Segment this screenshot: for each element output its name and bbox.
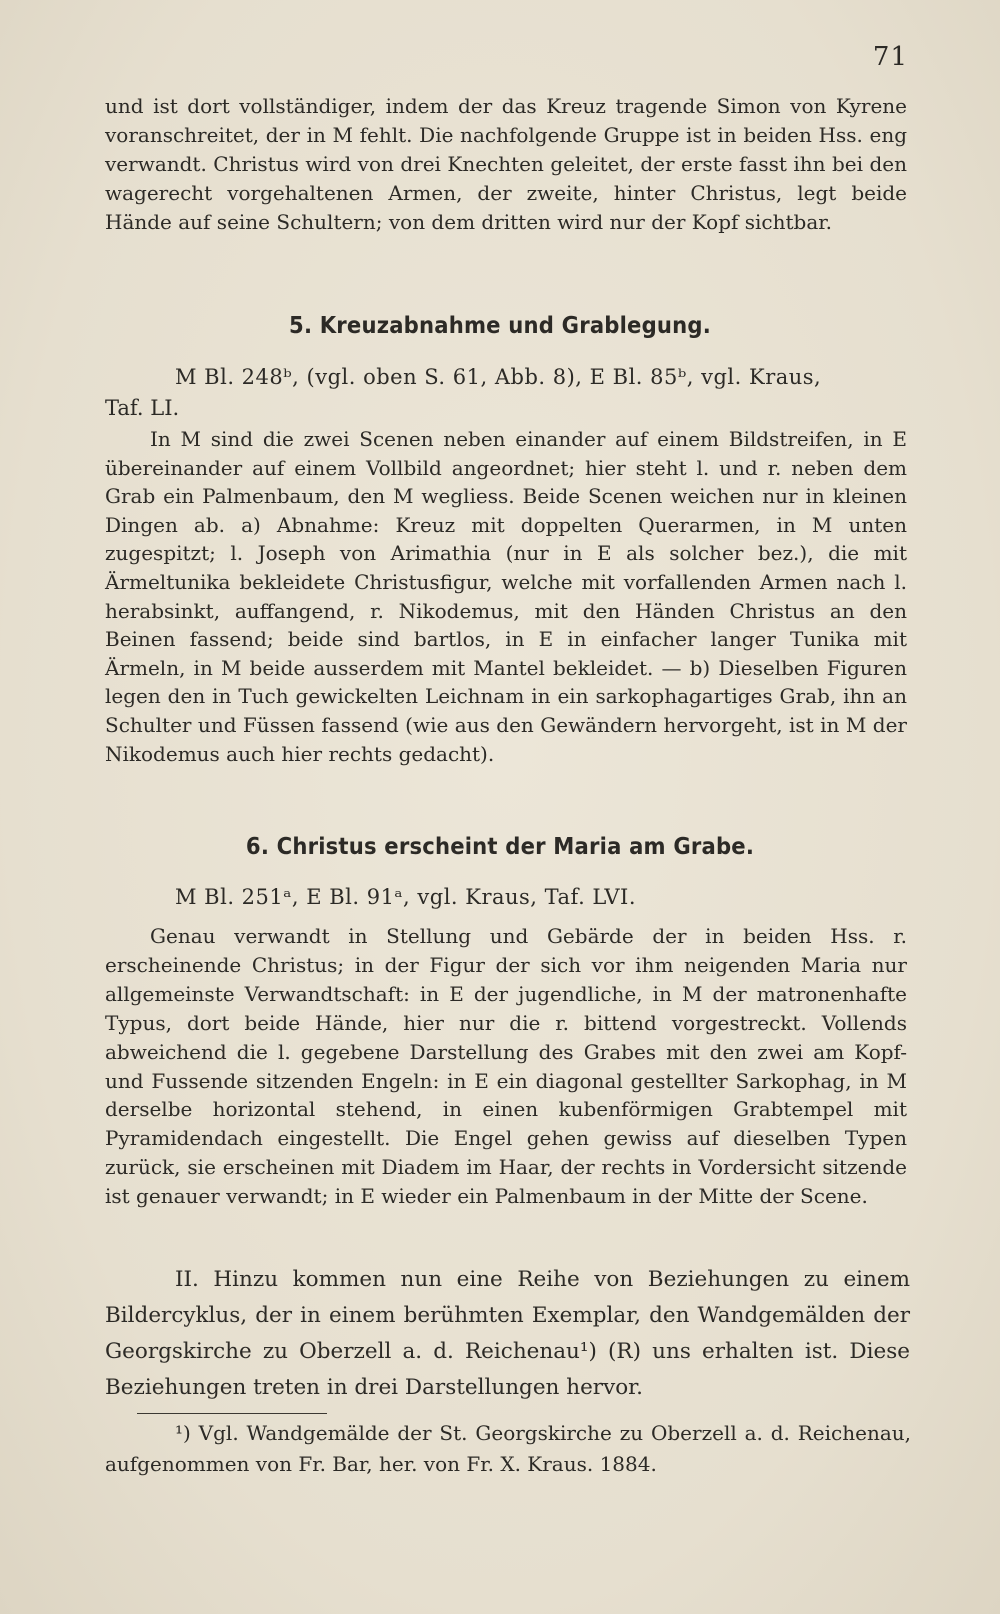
intro-paragraph: und ist dort vollständiger, indem der das Kreuz tragende Simon von Kyrene voranschreitet, der in M fehlt. Die nachfolgende Gruppe ist in beiden Hss. eng verwandt. Christus wird von drei Knechten geleitet, der erste fasst ihn bei den wagerecht vorgehaltenen Armen, der zweite, hinter Christus, legt beide Hände auf seine Schultern; von dem dritten wird nur der Kopf sichtbar. xyxy=(105,94,907,234)
section-5-reference-continued: Taf. LI. xyxy=(105,396,180,420)
page-number: 71 xyxy=(872,42,908,72)
section-heading-5: 5. Kreuzabnahme und Grablegung. xyxy=(289,313,711,339)
section-6-reference: M Bl. 251ᵃ, E Bl. 91ᵃ, vgl. Kraus, Taf. LVI. xyxy=(175,885,637,909)
section-heading-6: 6. Christus erscheint der Maria am Grabe. xyxy=(245,834,755,860)
footnote: ¹) Vgl. Wandgemälde der St. Georgskirche zu Oberzell a. d. Reichenau, aufgenommen von Fr. Bar, her. von Fr. X. Kraus. 1884. xyxy=(105,1421,911,1476)
section-5-paragraph: In M sind die zwei Scenen neben einander auf einem Bildstreifen, in E übereinander auf einem Vollbild angeordnet; hier steht l. und r. neben dem Grab ein Palmenbaum, den M wegliess. Beide Scenen weichen nur in kleinen Dingen ab. a) Abnahme: Kreuz mit doppelten Querarmen, in M unten zugespitzt; l. Joseph von Arimathia (nur in E als solcher bez.), die mit Ärmeltunika bekleidete Christusfigur, welche mit vorfallenden Armen nach l. herabsinkt, auffangend, r. Nikodemus, mit den Händen Christus an den Beinen fassend; beide sind bartlos, in E in einfacher langer Tunika mit Ärmeln, in M beide ausserdem mit Mantel bekleidet. — b) Dieselben Figuren legen den in Tuch gewickelten Leichnam in ein sarkophagartiges Grab, ihn an Schulter und Füssen fassend (wie aus den Gewändern hervorgeht, ist in M der Nikodemus auch hier rechts gedacht). xyxy=(105,427,907,766)
section-6-paragraph: Genau verwandt in Stellung und Gebärde der in beiden Hss. r. erscheinende Christus; in der Figur der sich vor ihm neigenden Maria nur allgemeinste Verwandtschaft: in E der jugendliche, in M der matronenhafte Typus, dort beide Hände, hier nur die r. bittend vorgestreckt. Vollends abweichend die l. gegebene Darstellung des Grabes mit den zwei am Kopf- und Fussende sitzenden Engeln: in E ein diagonal gestellter Sarkophag, in M derselbe horizontal stehend, in einen kubenförmigen Grabtempel mit Pyramidendach eingestellt. Die Engel gehen gewiss auf dieselben Typen zurück, sie erscheinen mit Diadem im Haar, der rechts in Vordersicht sitzende ist genauer verwandt; in E wieder ein Palmenbaum in der Mitte der Scene. xyxy=(105,924,907,1209)
section-II-paragraph: II. Hinzu kommen nun eine Reihe von Beziehungen zu einem Bildercyklus, der in einem berühmten Exemplar, den Wandgemälden der Georgskirche zu Oberzell a. d. Reichenau¹) (R) uns erhalten ist. Diese Beziehungen treten in drei Darstellungen hervor. xyxy=(105,1267,910,1400)
footnote-divider xyxy=(137,1413,327,1414)
section-5-reference: M Bl. 248ᵇ, (vgl. oben S. 61, Abb. 8), E Bl. 85ᵇ, vgl. Kraus, xyxy=(175,365,822,389)
